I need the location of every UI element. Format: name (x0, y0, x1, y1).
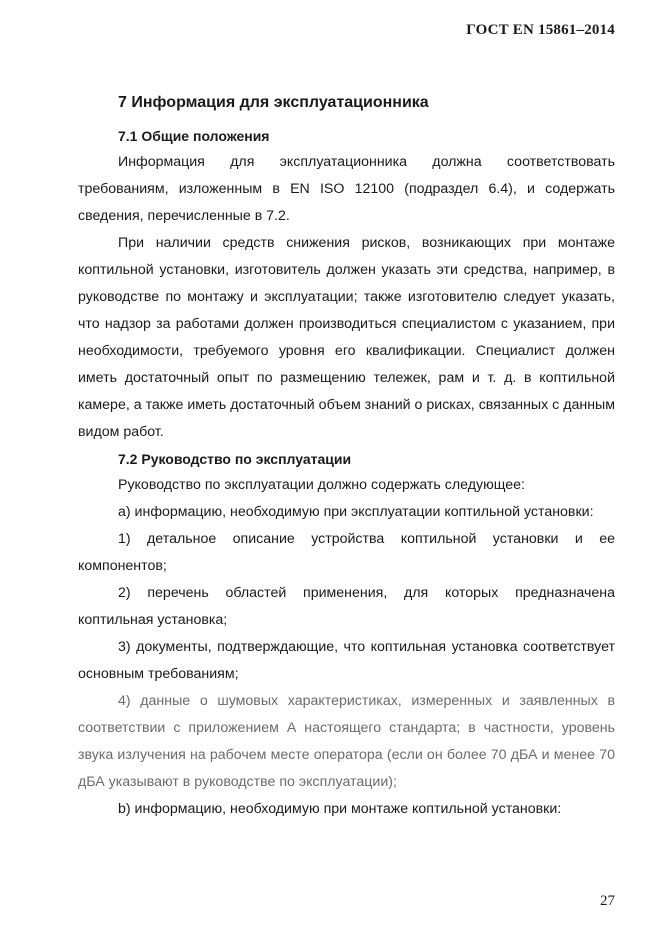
page-content (78, 92, 615, 823)
paragraph-7-2-intro: Руководство по эксплуатации должно содержать следующее: (118, 477, 525, 493)
section-7-title: 7 Информация для эксплуатационника (118, 94, 429, 111)
page-number: 27 (600, 893, 615, 909)
document-code-header: ГОСТ EN 15861–2014 (466, 22, 615, 38)
list-item-b: b) информацию, необходимую при монтаже коптильной установки: (118, 801, 562, 817)
paragraph-7-1-2: При наличии средств снижения рисков, возникающих при монтаже коптильной установки, изготовитель должен указать эти средства, например, в руководстве по монтажу и эксплуатации; также изготовителю следует указать, что надзор за работами должен производиться специалистом с указанием, при необходимости, требуемого уровня его квалификации. Специалист должен иметь достаточный опыт по размещению тележек, рам и т. д. в коптильной камере, а также иметь достаточный объем знаний о рисках, связанных с данным видом работ. (78, 235, 615, 440)
subsection-7-2-title: 7.2 Руководство по эксплуатации (118, 451, 352, 467)
list-item-a1: 1) детальное описание устройства коптильной установки и ее компонентов; (78, 531, 615, 574)
list-item-a3: 3) документы, подтверждающие, что коптильная установка соответствует основным требованиям; (78, 639, 615, 682)
subsection-7-1-title: 7.1 Общие положения (118, 128, 270, 144)
list-item-a: a) информацию, необходимую при эксплуатации коптильной установки: (118, 504, 594, 520)
list-item-a2: 2) перечень областей применения, для которых предназначена коптильная установка; (78, 585, 615, 628)
list-item-a4: 4) данные о шумовых характеристиках, измеренных и заявленных в соответствии с приложением А настоящего стандарта; в частности, уровень звука излучения на рабочем месте оператора (если он более 70 дБА и менее 70 дБА указывают в руководстве по эксплуатации); (78, 693, 615, 790)
paragraph-7-1-1: Информация для эксплуатационника должна соответствовать требованиям, изложенным в EN ISO 12100 (подраздел 6.4), и содержать сведения, перечисленные в 7.2. (78, 154, 615, 224)
